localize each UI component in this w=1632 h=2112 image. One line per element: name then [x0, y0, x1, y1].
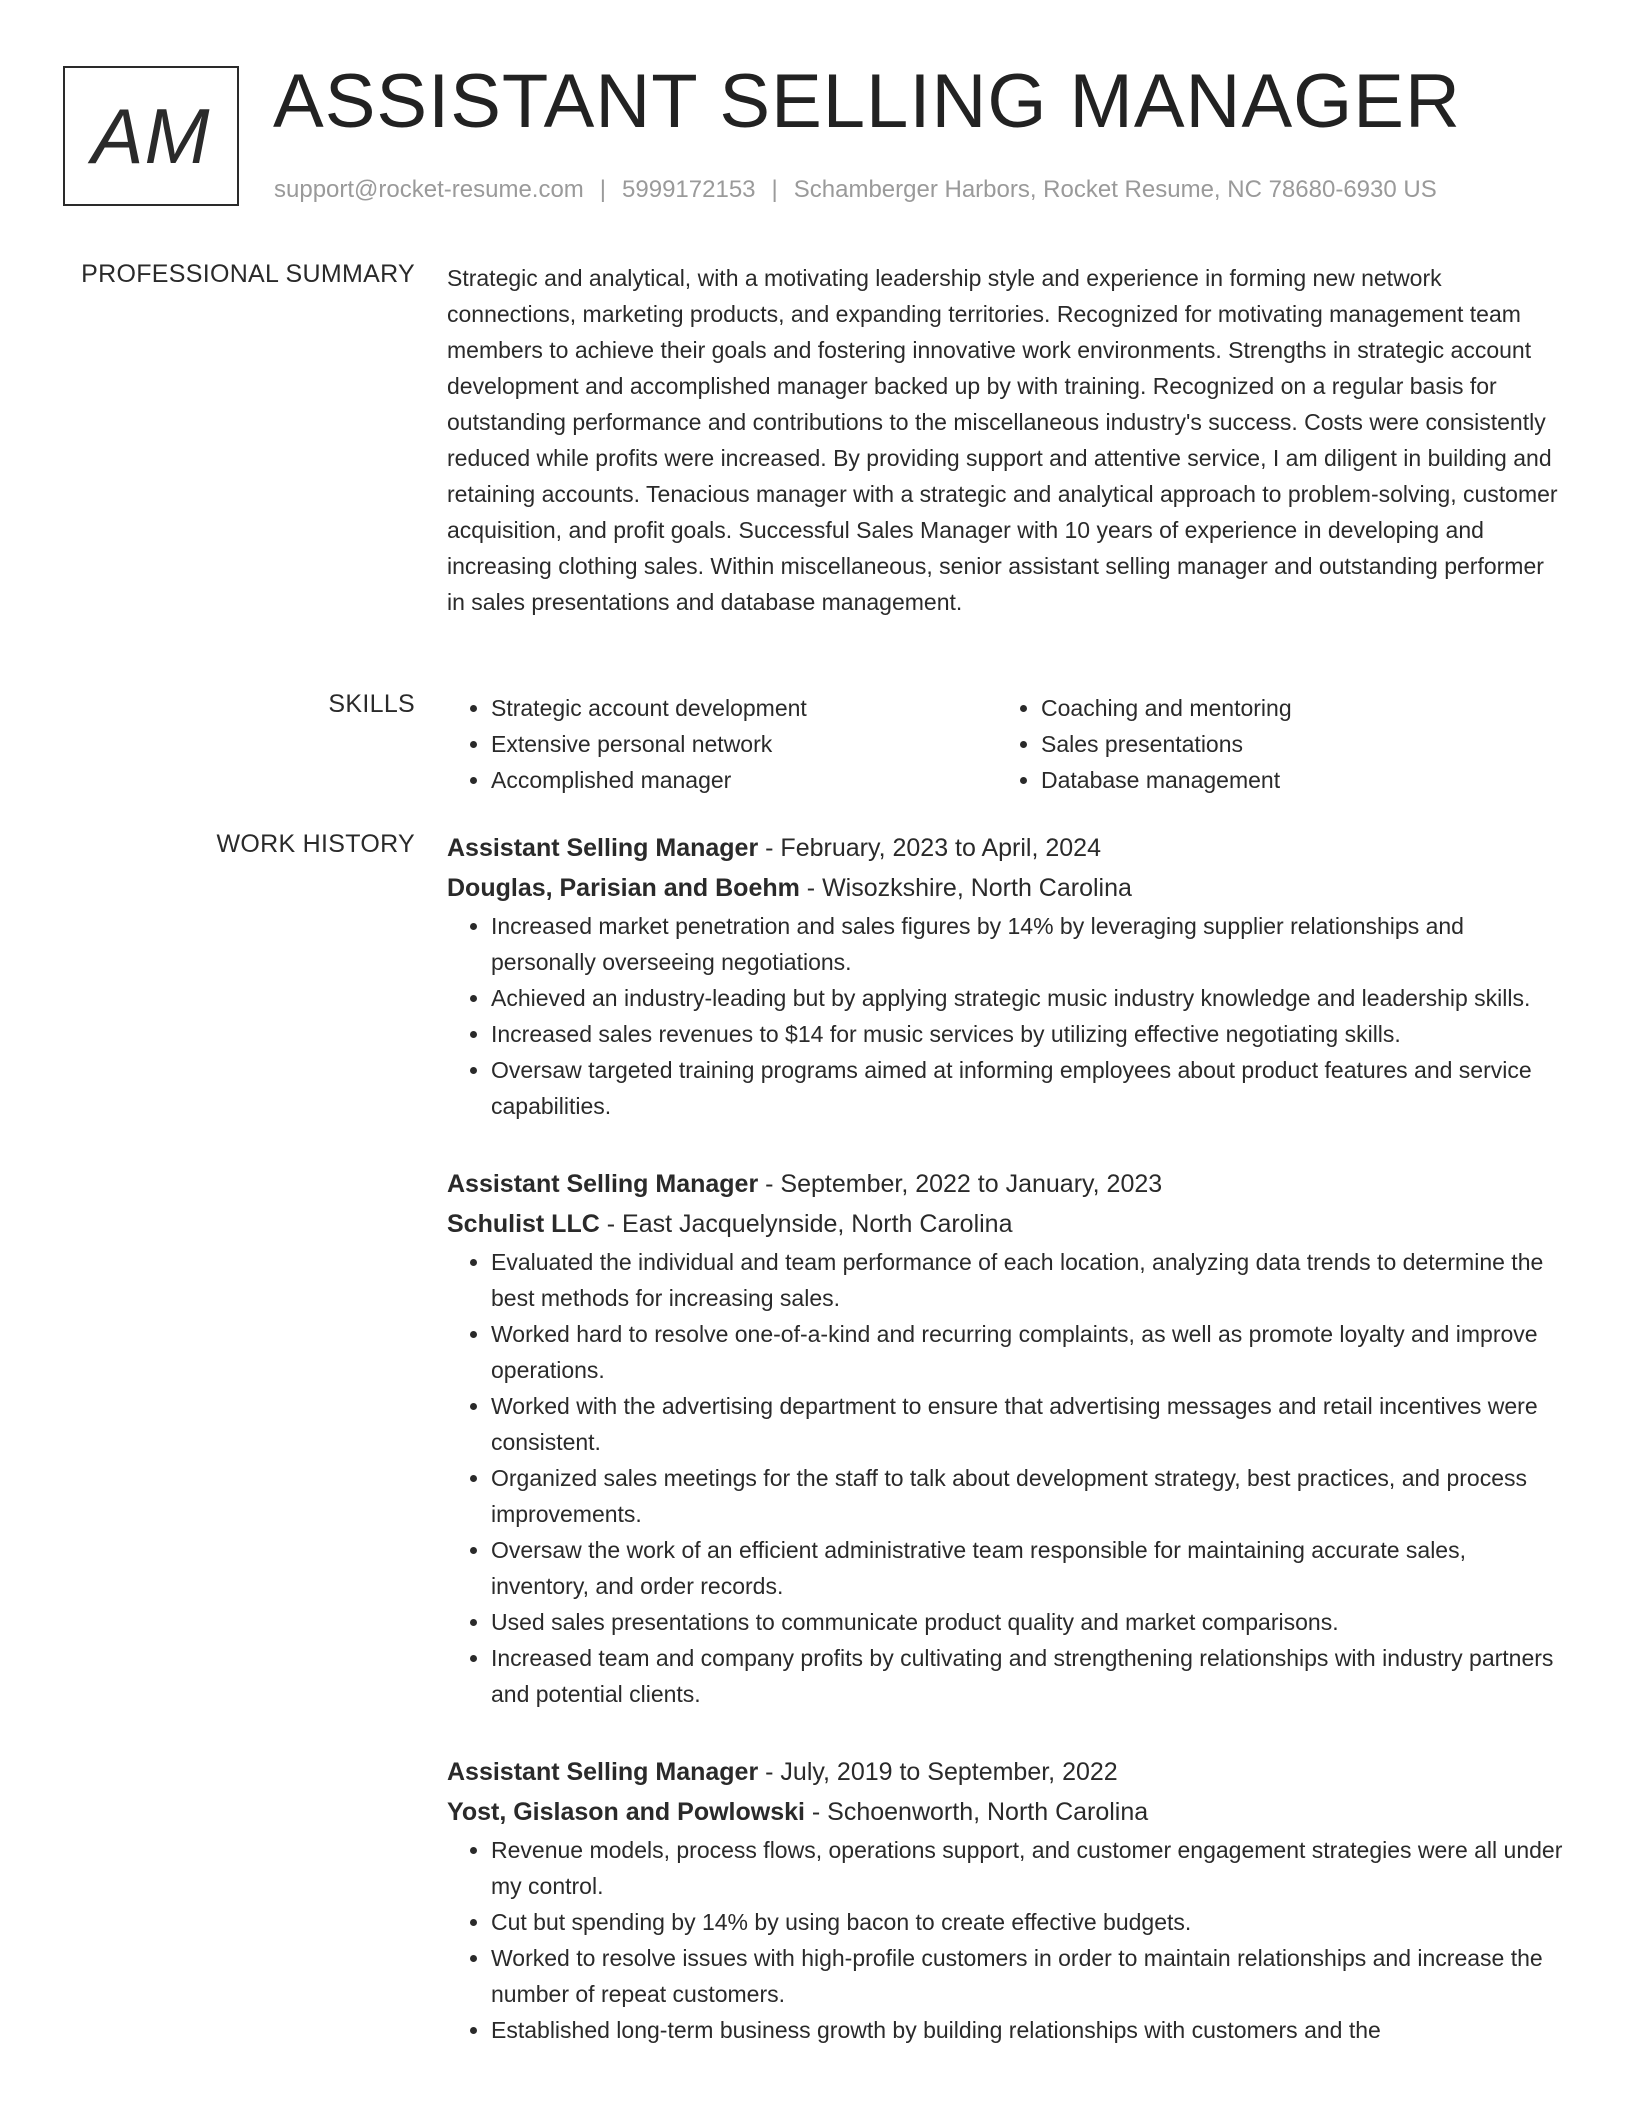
job-location: - Wisozkshire, North Carolina: [799, 874, 1132, 902]
job-title-line: [447, 1752, 1563, 1792]
section-label-skills: SKILLS: [328, 690, 415, 718]
skill-item: • Sales presentations: [1041, 726, 1547, 762]
job-bullet: • Organized sales meetings for the staff to talk about development strategy, best practices, and process improvements.: [491, 1460, 1563, 1532]
skill-item: • Extensive personal network: [491, 726, 997, 762]
skills-grid: [447, 690, 1563, 798]
contact-address: Schamberger Harbors, Rocket Resume, NC 78680-6930 US: [793, 176, 1437, 203]
contact-line: [274, 176, 1437, 204]
job-location: - East Jacquelynside, North Carolina: [599, 1210, 1013, 1238]
skill-item: • Database management: [1041, 762, 1547, 798]
work-history-body: [447, 828, 1563, 2088]
skills-column-left: [447, 690, 997, 798]
job-bullet: • Oversaw targeted training programs aimed at informing employees about product features and service capabilities.: [491, 1052, 1563, 1124]
section-label-work-history: WORK HISTORY: [216, 830, 415, 858]
job-bullet: • Increased sales revenues to $14 for music services by utilizing effective negotiating skills.: [491, 1016, 1563, 1052]
job-entry: [447, 1752, 1563, 2048]
job-company-line: [447, 1204, 1563, 1244]
section-label-summary: PROFESSIONAL SUMMARY: [81, 260, 415, 288]
job-bullet: • Oversaw the work of an efficient administrative team responsible for maintaining accurate sales, inventory, and order records.: [491, 1532, 1563, 1604]
job-title: Assistant Selling Manager: [447, 834, 759, 862]
job-bullet: • Worked hard to resolve one-of-a-kind and recurring complaints, as well as promote loyalty and improve operations.: [491, 1316, 1563, 1388]
job-bullet: • Worked to resolve issues with high-profile customers in order to maintain relationships and increase the number of repeat customers.: [491, 1940, 1563, 2012]
job-title-line: [447, 1164, 1563, 1204]
job-entry: [447, 828, 1563, 1124]
skills-body: [447, 690, 1563, 798]
job-bullet: • Revenue models, process flows, operations support, and customer engagement strategies were all under my control.: [491, 1832, 1563, 1904]
contact-separator: |: [771, 176, 778, 203]
summary-body: [447, 260, 1563, 620]
skills-column-right: [997, 690, 1547, 798]
job-bullet: • Achieved an industry-leading but by applying strategic music industry knowledge and leadership skills.: [491, 980, 1563, 1016]
job-title-line: [447, 828, 1563, 868]
skill-item: • Accomplished manager: [491, 762, 997, 798]
job-bullet: • Increased market penetration and sales figures by 14% by leveraging supplier relationships and personally overseeing negotiations.: [491, 908, 1563, 980]
job-bullet: • Used sales presentations to communicate product quality and market comparisons.: [491, 1604, 1563, 1640]
job-company-line: [447, 868, 1563, 908]
job-title: Assistant Selling Manager: [447, 1758, 759, 1786]
job-company: Schulist LLC: [447, 1210, 600, 1238]
monogram-initials: AM: [91, 91, 211, 180]
job-dates: - February, 2023 to April, 2024: [758, 834, 1101, 862]
job-bullets: [447, 1832, 1563, 2048]
job-bullet: • Increased team and company profits by cultivating and strengthening relationships with industry partners and potential clients.: [491, 1640, 1563, 1712]
job-bullet: • Established long-term business growth by building relationships with customers and the: [491, 2012, 1563, 2048]
summary-text: Strategic and analytical, with a motivating leadership style and experience in forming new network connections, marketing products, and expanding territories. Recognized for motivating management team members to achieve their goals and fostering innovative work environments. Strengths in strategic account development and accomplished manager backed up by with training. Recognized on a regular basis for outstanding performance and contributions to the miscellaneous industry's success. Costs were consistently reduced while profits were increased. By providing support and attentive service, I am diligent in building and retaining accounts. Tenacious manager with a strategic and analytical approach to problem-solving, customer acquisition, and profit goals. Successful Sales Manager with 10 years of experience in developing and increasing clothing sales. Within miscellaneous, senior assistant selling manager and outstanding performer in sales presentations and database management.: [447, 265, 1558, 615]
job-bullet: • Cut but spending by 14% by using bacon to create effective budgets.: [491, 1904, 1563, 1940]
job-entry: [447, 1164, 1563, 1712]
job-dates: - September, 2022 to January, 2023: [758, 1170, 1163, 1198]
job-bullets: [447, 1244, 1563, 1712]
candidate-name: ASSISTANT SELLING MANAGER: [273, 59, 1461, 144]
job-location: - Schoenworth, North Carolina: [804, 1798, 1149, 1826]
contact-separator: |: [599, 176, 607, 203]
job-company: Yost, Gislason and Powlowski: [447, 1798, 805, 1826]
contact-phone: 5999172153: [622, 176, 756, 203]
job-title: Assistant Selling Manager: [447, 1170, 759, 1198]
monogram-box: [63, 66, 239, 206]
contact-email: support@rocket-resume.com: [274, 176, 584, 203]
job-bullets: [447, 908, 1563, 1124]
job-dates: - July, 2019 to September, 2022: [758, 1758, 1118, 1786]
job-bullet: • Worked with the advertising department to ensure that advertising messages and retail incentives were consistent.: [491, 1388, 1563, 1460]
job-bullet: • Evaluated the individual and team performance of each location, analyzing data trends to determine the best methods for increasing sales.: [491, 1244, 1563, 1316]
job-company: Douglas, Parisian and Boehm: [447, 874, 800, 902]
skill-item: • Strategic account development: [491, 690, 997, 726]
skill-item: • Coaching and mentoring: [1041, 690, 1547, 726]
job-company-line: [447, 1792, 1563, 1832]
